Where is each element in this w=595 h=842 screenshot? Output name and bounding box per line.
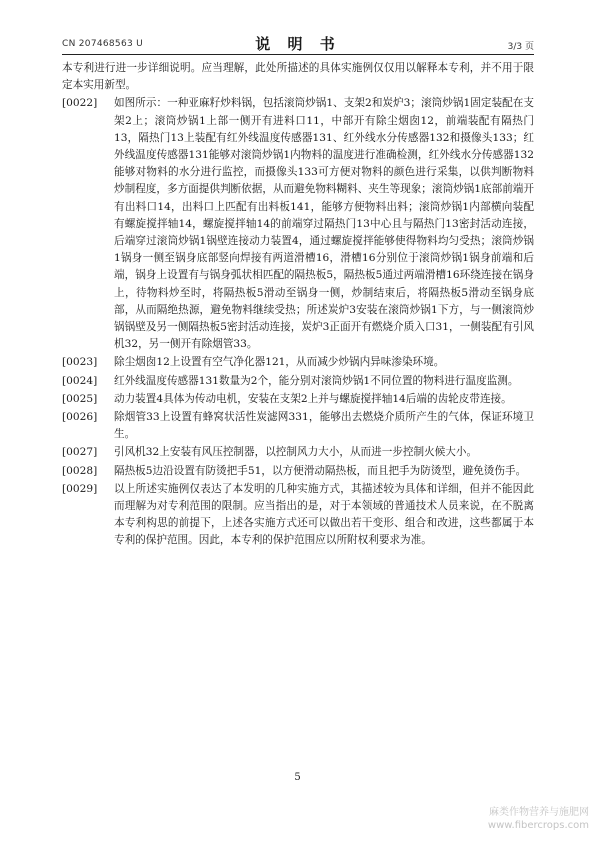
patent-number: CN 207468563 U	[62, 39, 144, 49]
paragraph-text: 以上所述实施例仅表达了本发明的几种实施方式，其描述较为具体和详细，但并不能因此而理解为对专利范围的限制。应当指出的是，对于本领域的普通技术人员来说，在不脱离本专利构思的前提下，上述各实施方式还可以做出若干变形、组合和改进，这些都属于本专利的保护范围。因此，本专利的保护范围应以所附权利要求为准。	[114, 482, 534, 547]
paragraph-text: 动力装置4具体为传动电机，安装在支架2上并与螺旋搅拌轴14后端的齿轮皮带连接。	[114, 392, 512, 405]
page-number: 5	[294, 772, 301, 783]
intro-paragraph: 本专利进行进一步详细说明。应当理解，此处所描述的具体实施例仅仅用以解释本专利，并不用于限定本实用新型。	[62, 62, 534, 92]
paragraph-number: [0025]	[62, 392, 98, 405]
paragraph-0028	[62, 463, 534, 480]
page-count: 3/3 页	[507, 42, 534, 52]
watermark-url: www.fibercrops.com	[487, 820, 589, 831]
paragraph-0029	[62, 481, 534, 550]
paragraph-text: 除尘烟囱12上设置有空气净化器121，从而减少炒锅内异味渗染环境。	[114, 356, 445, 369]
paragraph-text: 红外线温度传感器131数量为2个，能分别对滚筒炒锅1不同位置的物料进行温度监测。	[114, 374, 519, 387]
paragraph-text: 引风机32上安装有风压控制器，以控制风力大小，从而进一步控制火候大小。	[114, 446, 478, 459]
paragraph-number: [0027]	[62, 446, 98, 459]
watermark-site-name: 麻类作物营养与施肥网	[489, 807, 589, 818]
paragraph-0024	[62, 373, 534, 390]
paragraph-number: [0028]	[62, 464, 98, 477]
paragraph-number: [0029]	[62, 482, 98, 495]
page-header	[62, 31, 534, 51]
paragraph-text: 除烟管33上设置有蜂窝状活性炭滤网331，能够出去燃烧介质所产生的气体，保证环境卫生。	[114, 411, 534, 441]
paragraph-number: [0022]	[62, 97, 98, 110]
paragraph-number: [0026]	[62, 411, 98, 424]
paragraph-number: [0023]	[62, 356, 98, 369]
watermark	[488, 806, 589, 832]
paragraph-0025	[62, 391, 534, 408]
paragraph-text: 隔热板5边沿设置有防烫把手51，以方便滑动隔热板，而且把手为防烫型，避免烫伤手。	[114, 464, 527, 477]
paragraph-0026	[62, 409, 534, 443]
document-body	[62, 60, 534, 550]
header-rule	[62, 54, 534, 55]
paragraph-number: [0024]	[62, 374, 98, 387]
paragraph-0023	[62, 354, 534, 371]
paragraph-text: 如图所示：一种亚麻籽炒料锅，包括滚筒炒锅1、支架2和炭炉3；滚筒炒锅1固定装配在支架2上；滚筒炒锅1上部一侧开有进料口11，中部开有除尘烟囱12，前端装配有隔热门13，隔热门13上装配有红外线温度传感器131、红外线水分传感器132和摄像头133；红外线温度传感器131能够对滚筒炒锅1内物料的温度进行准确检测，红外线水分传感器132能够对物料的水分进行监控，而摄像头133可方便对物料的颜色进行采集，以供判断物料炒制程度，多方面提供判断依据，从而避免物料糊料、夹生等现象；滚筒炒锅1底部前端开有出料口14，出料口上匹配有出料板141，能够方便物料出料；滚筒炒锅1内部横向装配有螺旋搅拌轴14，螺旋搅拌轴14的前端穿过隔热门13中心且与隔热门13密封活动连接，后端穿过滚筒炒锅1锅壁连接动力装置4，通过螺旋搅拌能够使得物料均匀受热；滚筒炒锅1锅身一侧至锅身底部竖向焊接有两道滑槽16，滑槽16分别位于滚筒炒锅1锅身前端和后端，锅身上设置有与锅身弧状相匹配的隔热板5，隔热板5通过两端滑槽16环绕连接在锅身上，待物料炒至时，将隔热板5滑动至锅身一侧，炒制结束后，将隔热板5滑动至锅身底部，从而隔绝热源，避免物料继续受热；所述炭炉3安装在滚筒炒锅1下方，与一侧滚筒炒锅锅壁及另一侧隔热板5密封活动连接，炭炉3正面开有燃烧介质入口31，一侧装配有引风机32，另一侧开有除烟管33。	[114, 97, 534, 351]
paragraph-0022	[62, 95, 534, 353]
document-title: 说 明 书	[255, 35, 341, 53]
paragraph-0027	[62, 444, 534, 461]
